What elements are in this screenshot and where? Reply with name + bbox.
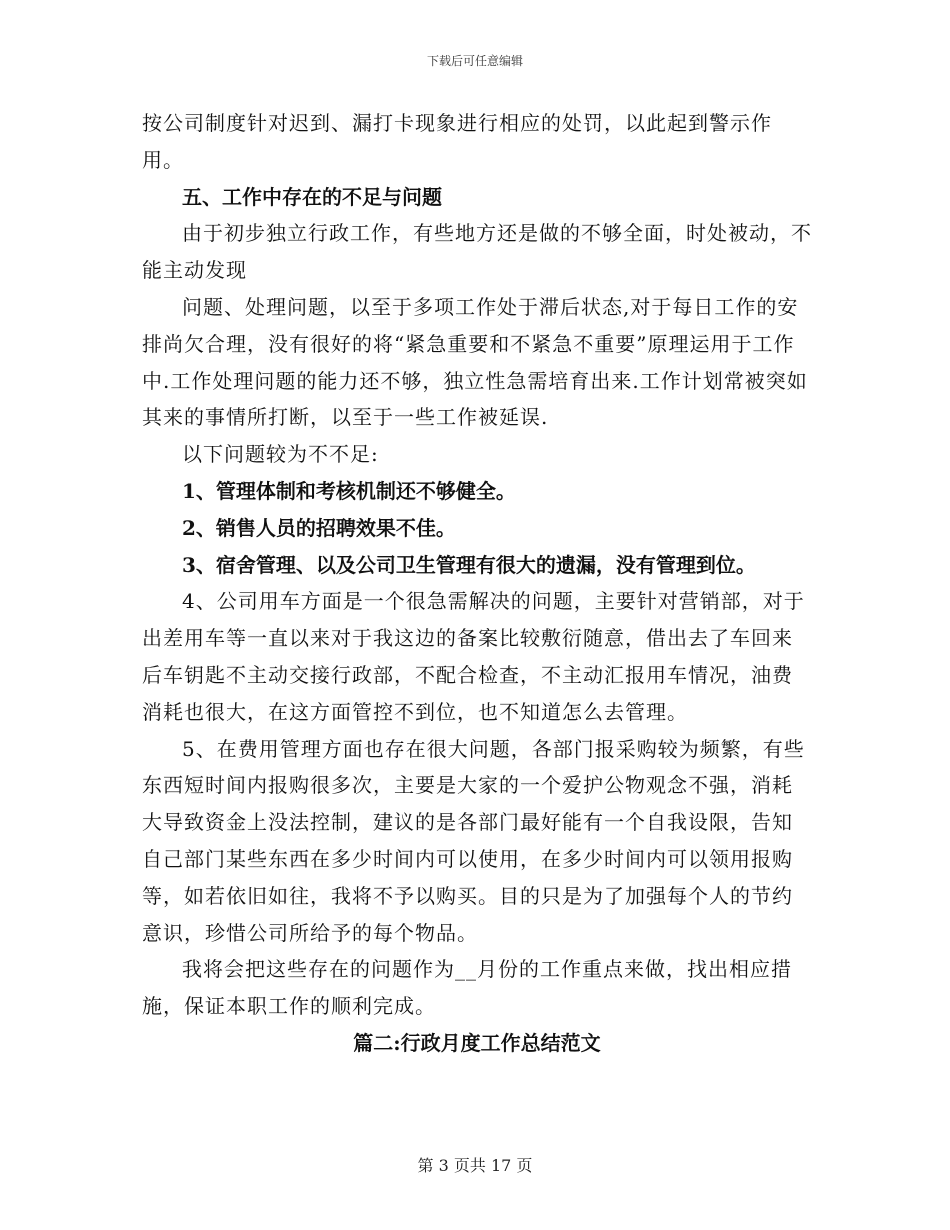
paragraph-work-focus: 我将会把这些存在的问题作为__月份的工作重点来做，找出相应措施，保证本职工作的顺利完成。 xyxy=(142,957,792,1019)
paragraph-penalty: 按公司制度针对迟到、漏打卡现象进行相应的处罚，以此起到警示作用。 xyxy=(142,111,772,172)
chapter-title: 篇二:行政月度工作总结范文 xyxy=(353,1030,601,1055)
page-number: 第 3 页共 17 页 xyxy=(417,1156,533,1175)
document-body xyxy=(142,105,812,1062)
list-item-management-system: 1、管理体制和考核机制还不够健全。 xyxy=(182,478,516,503)
list-item-sales-recruitment: 2、销售人员的招聘效果不佳。 xyxy=(182,515,456,540)
paragraph-problem-handling: 问题、处理问题，以至于多项工作处于滞后状态,对于每日工作的安排尚欠合理，没有很好的将“紧急重要和不紧急不重要”原理运用于工作中.工作处理问题的能力还不够，独立性急需培育出来.工作计划常被突如其来的事情所打断，以至于一些工作被延误. xyxy=(142,294,808,430)
section-title-shortcomings: 五、工作中存在的不足与问题 xyxy=(182,184,442,209)
page-header: 下载后可任意编辑 xyxy=(426,54,523,68)
paragraph-independent-work: 由于初步独立行政工作，有些地方还是做的不够全面，时处被动，不能主动发现 xyxy=(142,221,812,283)
list-item-dormitory-hygiene: 3、宿舍管理、以及公司卫生管理有很大的遗漏，没有管理到位。 xyxy=(182,552,756,577)
list-item-expense-management: 5、在费用管理方面也存在很大问题，各部门报采购较为频繁，有些东西短时间内报购很多次，主要是大家的一个爱护公物观念不强，消耗大导致资金上没法控制，建议的是各部门最好能有一个自我设限，告知自己部门某些东西在多少时间内可以使用，在多少时间内可以领用报购等，如若依旧如往，我将不予以购买。目的只是为了加强每个人的节约意识，珍惜公司所给予的每个物品。 xyxy=(142,736,805,945)
paragraph-issues-intro: 以下问题较为不不足: xyxy=(182,442,379,467)
list-item-company-vehicles: 4、公司用车方面是一个很急需解决的问题，主要针对营销部，对于出差用车等一直以来对于我这边的备案比较敷衍随意，借出去了车回来后车钥匙不主动交接行政部，不配合检查，不主动汇报用车情况，油费消耗也很大，在这方面管控不到位，也不知道怎么去管理。 xyxy=(142,589,805,724)
